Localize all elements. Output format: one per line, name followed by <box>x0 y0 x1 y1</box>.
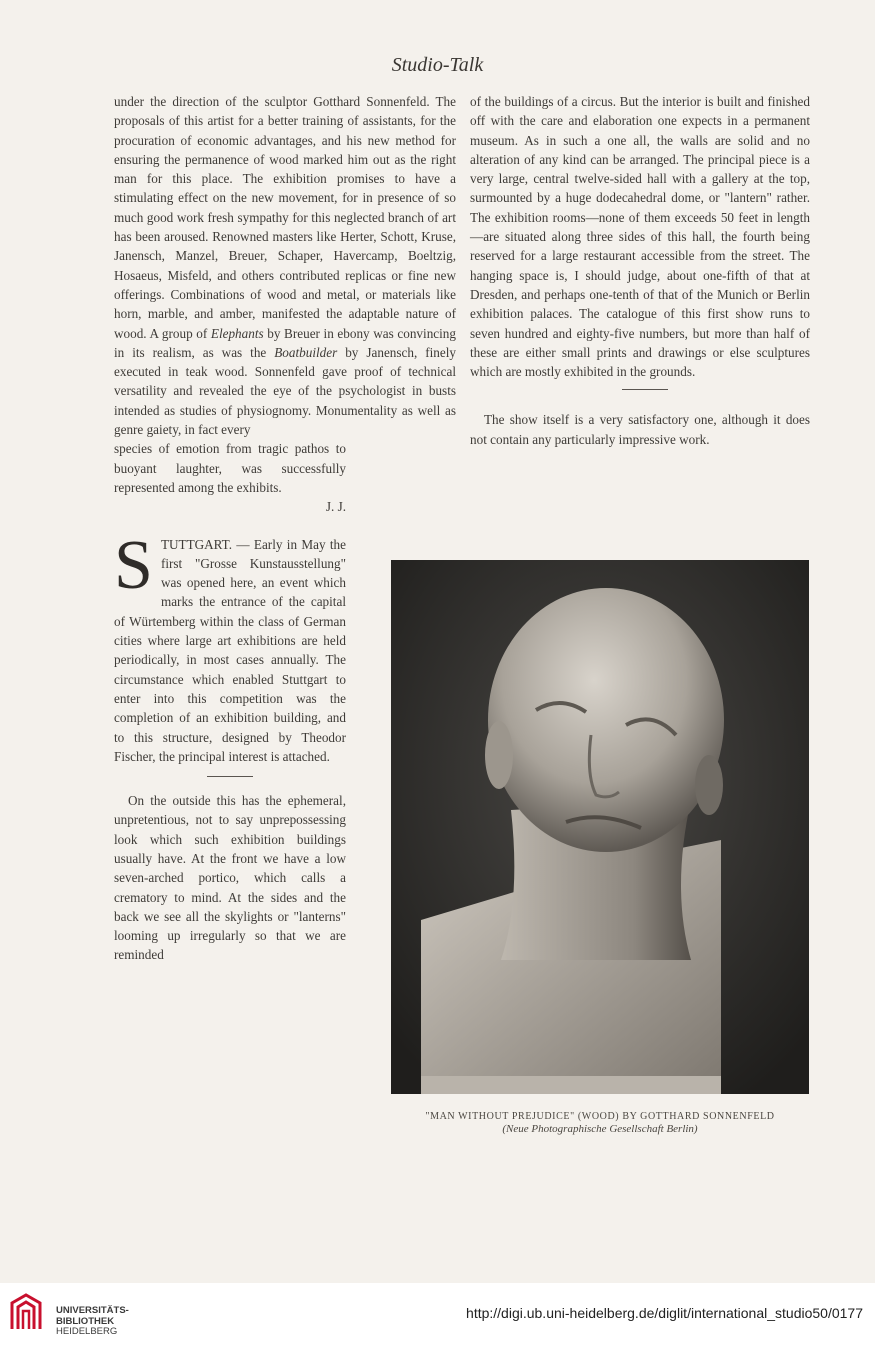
section-divider-right <box>622 389 668 390</box>
sculpture-photograph <box>391 560 809 1094</box>
title-boatbuilder: Boatbuilder <box>274 344 338 360</box>
running-head: Studio-Talk <box>391 54 484 76</box>
left-p1-text-c: by Janensch, finely executed in teak wood. Sonnenfeld gave proof of technical versatility and revealed the eye of the psychologist in busts intended as studies of physiognomy. Monumentality as well as genre gaiety, in fact every <box>114 344 456 438</box>
right-paragraph-2: The show itself is a very satisfactory one, although it does not contain any particularly impressive work. <box>470 412 810 447</box>
title-elephants: Elephants <box>210 325 264 341</box>
permalink-url[interactable]: http://digi.ub.uni-heidelberg.de/diglit/international_studio50/0177 <box>466 1305 863 1321</box>
library-logo-icon <box>8 1291 44 1333</box>
logo-line-2: BIBLIOTHEK <box>56 1315 115 1327</box>
author-signature: J. J. <box>325 499 346 515</box>
left-paragraph-1-end: species of emotion from tragic pathos to buoyant laughter, was successfully represented among the exhibits. <box>114 441 346 495</box>
photo-caption <box>380 1110 820 1136</box>
left-paragraph-2 <box>114 526 346 767</box>
section-divider <box>207 776 253 777</box>
logo-line-3: HEIDELBERG <box>56 1326 118 1337</box>
viewer-footer <box>0 1283 875 1345</box>
left-p1-text: under the direction of the sculptor Gotthard Sonnenfeld. The proposals of this artist for a better training of assistants, for the procuration of economic advantages, and his new method for ensuring the permanence of wood marked him out as the right man for this place. The exhibition promises to have a stimulating effect on the new movement, for in presence of so much good work fresh sympathy for this neglected branch of art has been aroused. Renowned masters like Herter, Schott, Kruse, Janensch, Manzel, Breuer, Schaper, Havercamp, Boeltzig, Hosaeus, Misfeld, and others contributed replicas or fine new offerings. Combinations of wood and metal, or materials like horn, marble, and amber, manifested the adaptable nature of wood. A group of <box>114 94 456 341</box>
left-paragraph-1 <box>114 92 456 439</box>
caption-title: "MAN WITHOUT PREJUDICE" (WOOD) BY GOTTHARD SONNENFELD <box>425 1111 775 1122</box>
bust-illustration <box>391 560 809 1094</box>
library-logo-text <box>56 1306 129 1338</box>
right-column <box>470 92 810 449</box>
drop-cap: S <box>114 526 153 604</box>
library-logo[interactable] <box>8 1291 148 1337</box>
logo-line-1: UNIVERSITÄTS- <box>56 1305 129 1316</box>
left-paragraph-3: On the outside this has the ephemeral, unpretentious, not to say unprepossessing look which such exhibition buildings usually have. At the front we have a low seven-arched portico, which calls a crematory to mind. At the sides and the back we see all the skylights or "lanterns" looming up irregularly so that we are reminded <box>114 793 346 963</box>
caption-credit: (Neue Photographische Gesellschaft Berlin) <box>502 1123 698 1135</box>
left-p1-text-b: by Breuer in ebony was convincing in its realism, as was the <box>114 325 456 360</box>
left-p2-text: TUTTGART. — Early in May the first "Grosse Kunstausstellung" was opened here, an event which marks the entrance of the capital of Würtemberg within the class of German cities where large art exhibitions are held periodically, in most cases annually. The circumstance which enabled Stuttgart to enter into this competition was the completion of an exhibition building, and to this structure, designed by Theodor Fischer, the principal interest is attached. <box>114 536 346 764</box>
right-paragraph-1: of the buildings of a circus. But the interior is built and finished off with the care and elaboration one expects in a permanent museum. As in such a one all, the walls are solid and no alteration of any kind can be arranged. The principal piece is a very large, central twelve-sided hall with a gallery at the top, surmounted by a huge dodecahedral dome, or "lantern" rather. The exhibition rooms—none of them exceeds 50 feet in length—are situated along three sides of this hall, the fourth being reserved for a large restaurant accessible from the street. The hanging space is, I should judge, about one-fifth of that at Dresden, and perhaps one-tenth of that of the Munich or Berlin exhibition palaces. The catalogue of this first show runs to seven hundred and eighty-five numbers, but more than half of these are either small prints and drawings or else sculptures which are mostly exhibited in the grounds. <box>470 94 810 380</box>
